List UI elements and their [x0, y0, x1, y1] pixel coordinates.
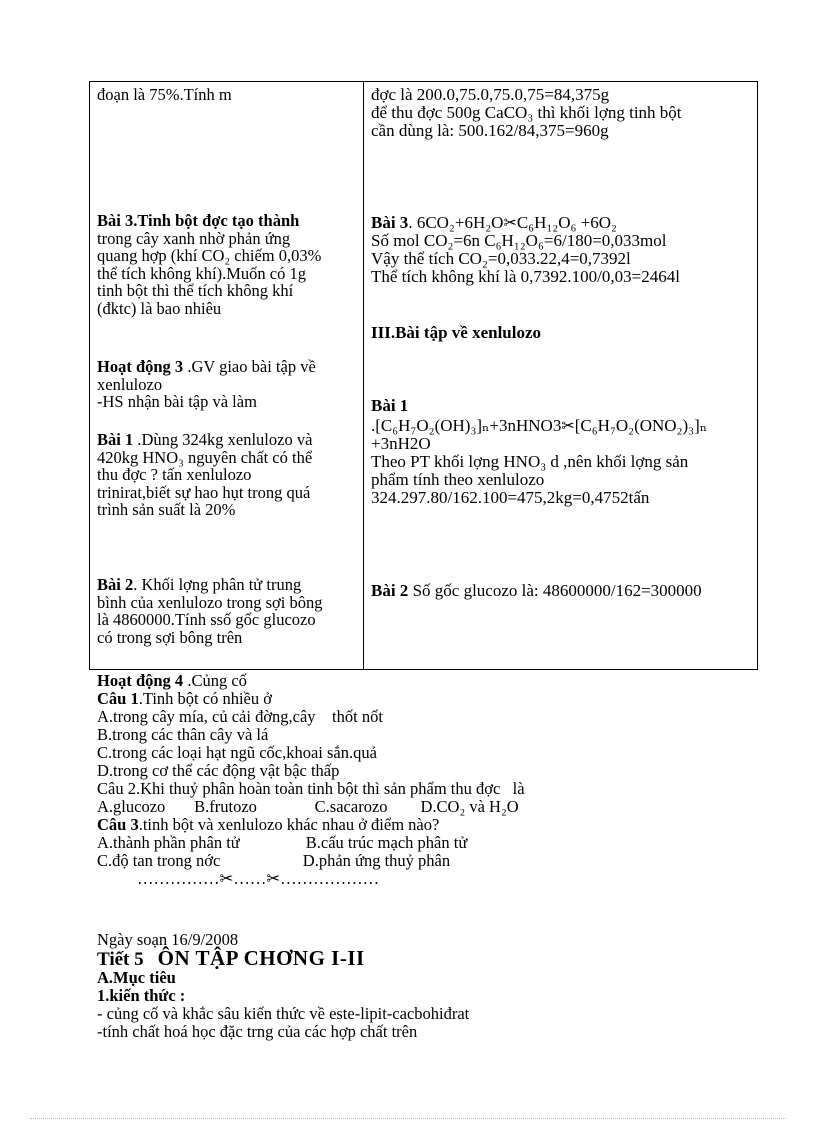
q1-label: Câu 1 [97, 689, 139, 708]
next-lesson: Ngày soạn 16/9/2008 Tiết 5 ÔN TẬP CHƠNG I-II A.Mục tiêu 1.kiến thức : - củng cố và khắc sâu kiến thức về este-lipit-cacbohiđrat -tính chất hoá học đặc trng của các hợp chất trên [97, 931, 737, 1041]
bai3-label: Bài 3.Tinh bột đợc tạo thành [97, 211, 300, 230]
review-section: Hoạt động 4 .Củng cố Câu 1.Tinh bột có nhiều ở A.trong cây mía, củ cải đờng,cây thốt nốt B.trong các thân cây và lá C.trong các loại hạt ngũ cốc,khoai sắn.quả D.trong cơ thể các động vật bậc thấp Câu 2.Khi thuỷ phân hoàn toàn tinh bột thì sản phẩm thu đợc là A.glucozo B.frutozo C.sacarozo D.CO₂ và H₂O Câu 3.tinh bột và xenlulozo khác nhau ở điểm nào? A.thành phần phân tử B.cấu trúc mạch phân tử C.độ tan trong nớc D.phản ứng thuỷ phân ……………✂……✂……………… [97, 672, 737, 888]
section-3-heading: III.Bài tập về xenlulozo [371, 323, 542, 342]
hd4-title: Hoạt động 4 [97, 671, 184, 690]
row1-right: đợc là 200.0,75.0,75.0,75=84,375g để thu đợc 500g CaCO₃ thì khối lợng tinh bột cần dùng là: 500.162/84,375=960g [371, 85, 682, 140]
bai3-answer-label: Bài 3 [371, 213, 409, 232]
bai2-question: Bài 2. Khối lợng phân tử trung bình của xenlulozo trong sợi bông là 4860000.Tính ssố gốc glucozo có trong sợi bông trên [97, 575, 323, 647]
bai1-label: Bài 1 [97, 430, 134, 449]
hoat-dong-3: Hoạt động 3 .GV giao bài tập về xenlulozo -HS nhận bài tập và làm [97, 357, 316, 411]
question-2: Câu 2.Khi thuỷ phân hoàn toàn tinh bột thì sản phẩm thu đợc là [97, 779, 525, 798]
objective-heading: A.Mục tiêu [97, 968, 176, 987]
bai2-label: Bài 2 [97, 575, 134, 594]
scissor-divider: ……………✂……✂……………… [137, 869, 380, 888]
period-label: Tiết 5 [97, 949, 144, 970]
bai3-question: Bài 3.Tinh bột đợc tạo thành trong cây xanh nhờ phản ứng quang hợp (khí CO₂ chiếm 0,03% thể tích không khí).Muốn có 1g tinh bột thì thể tích không khí (đktc) là bao nhiêu [97, 211, 322, 318]
lesson-title: ÔN TẬP CHƠNG I-II [157, 946, 365, 970]
hd3-title: Hoạt động 3 [97, 357, 184, 376]
bai2-answer-label: Bài 2 [371, 581, 409, 600]
row1-left: đoạn là 75%.Tính m [97, 85, 232, 104]
bai1-answer-label: Bài 1 [371, 396, 409, 415]
bai3-answer: Bài 3. 6CO₂+6H₂O✂C₆H₁₂O₆ +6O₂ Số mol CO₂=6n C₆H₁₂O₆=6/180=0,033mol Vậy thể tích CO₂=0,033.22,4=0,7392l Thể tích không khí là 0,7392.100/0,03=2464l [371, 213, 680, 286]
q3-label: Câu 3 [97, 815, 139, 834]
bai2-answer: Bài 2 Số gốc glucozo là: 48600000/162=300000 [371, 581, 702, 600]
bai1-answer: Bài 1 .[C₆H₇O₂(OH)₃]ₙ+3nHNO3✂[C₆H₇O₂(ONO₂)₃]ₙ +3nH2O Theo PT khối lợng HNO₃ d ,nên khối lợng sản phẩm tính theo xenlulozo 324.297.80/162.100=475,2kg=0,4752tấn [371, 396, 708, 507]
left-column [90, 82, 364, 670]
prep-date: Ngày soạn 16/9/2008 [97, 930, 239, 949]
knowledge-heading: 1.kiến thức : [97, 986, 186, 1005]
lesson-table [89, 81, 758, 670]
page-bottom-rule [30, 1118, 786, 1119]
right-column [364, 82, 758, 670]
bai1-question: Bài 1 .Dùng 324kg xenlulozo và 420kg HNO₃ nguyên chất có thể thu đợc ? tấn xenlulozo trinirat,biết sự hao hụt trong quá trình sản suất là 20% [97, 430, 313, 519]
